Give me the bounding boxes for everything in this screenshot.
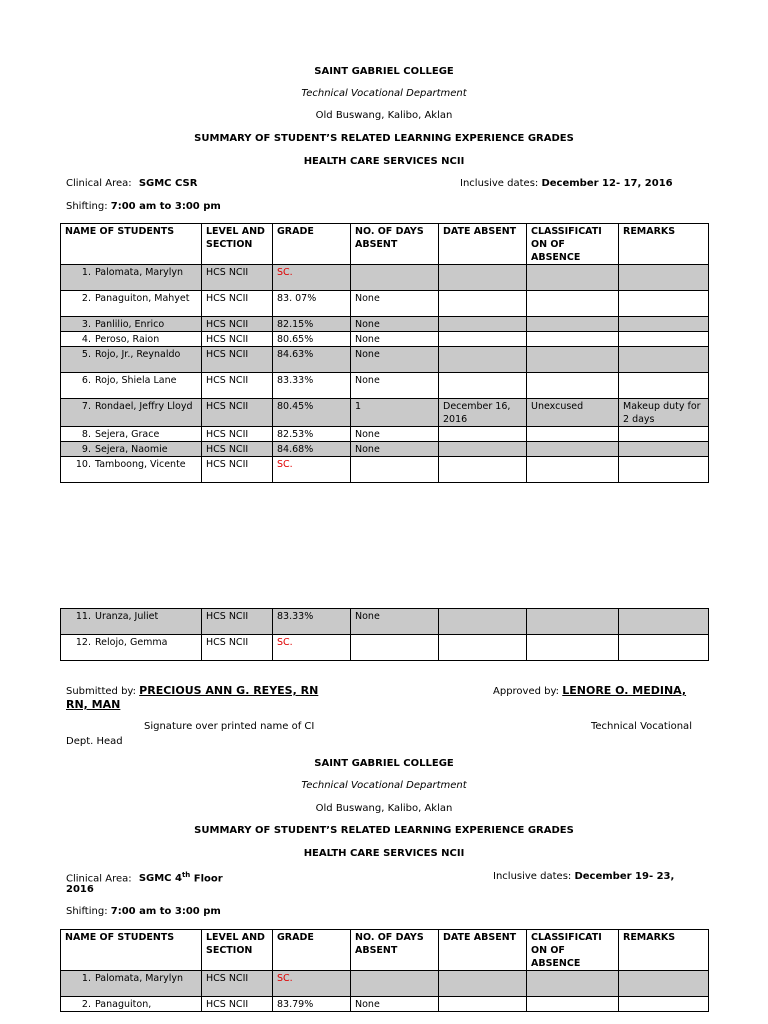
- level-cell: HCS NCII: [202, 635, 273, 661]
- header-remarks: REMARKS: [619, 224, 709, 265]
- classification-cell: [527, 373, 619, 399]
- row-number: 12.: [75, 637, 91, 648]
- grade-cell: SC.: [273, 635, 351, 661]
- student-name: Rojo, Jr., Reynaldo: [95, 349, 181, 360]
- days-absent-cell: None: [351, 347, 439, 373]
- table-row: [61, 457, 709, 483]
- classification-cell: [527, 457, 619, 483]
- days-absent-cell: None: [351, 332, 439, 347]
- row-number: 2.: [81, 999, 91, 1010]
- header-date-absent: DATE ABSENT: [439, 224, 527, 265]
- grade-cell: SC.: [273, 971, 351, 997]
- classification-cell: [527, 442, 619, 457]
- grade-cell: 82.53%: [273, 427, 351, 442]
- days-absent-cell: None: [351, 317, 439, 332]
- header-remarks: REMARKS: [619, 930, 709, 971]
- student-name-cell: [61, 347, 202, 373]
- student-name-cell: [61, 609, 202, 635]
- date-absent-cell: [439, 609, 527, 635]
- approved-by-line: [493, 684, 686, 697]
- grades-table-3: [60, 929, 709, 1012]
- header-level: LEVEL AND SECTION: [202, 224, 273, 265]
- row-number: 7.: [81, 401, 91, 412]
- submitted-by-line: [66, 684, 318, 697]
- table-row: [61, 427, 709, 442]
- level-cell: HCS NCII: [202, 442, 273, 457]
- days-absent-cell: [351, 635, 439, 661]
- date-absent-cell: [439, 373, 527, 399]
- student-name-cell: [61, 399, 202, 427]
- college-name: SAINT GABRIEL COLLEGE: [314, 66, 454, 77]
- grade-cell: SC.: [273, 457, 351, 483]
- summary-title-2: SUMMARY OF STUDENT’S RELATED LEARNING EXPERIENCE GRADES: [194, 825, 574, 836]
- submitted-by-name: PRECIOUS ANN G. REYES, RN: [139, 684, 319, 697]
- remarks-cell: [619, 997, 709, 1012]
- shifting-line-2: [66, 906, 221, 917]
- row-number: 11.: [75, 611, 91, 622]
- inclusive-dates-line: [460, 178, 673, 189]
- shifting-value-2: 7:00 am to 3:00 pm: [110, 906, 221, 917]
- classification-cell: [527, 997, 619, 1012]
- student-name: Panaguiton,: [95, 999, 152, 1010]
- approved-by-name: LENORE O. MEDINA,: [562, 684, 687, 697]
- grade-cell: 83.33%: [273, 609, 351, 635]
- summary-title: SUMMARY OF STUDENT’S RELATED LEARNING EXPERIENCE GRADES: [194, 133, 574, 144]
- inclusive-dates-line-2: [493, 871, 674, 882]
- clinical-area-tail-2: Floor: [190, 873, 223, 885]
- grade-cell: 83. 07%: [273, 291, 351, 317]
- student-name-cell: [61, 291, 202, 317]
- table-row: [61, 332, 709, 347]
- clinical-area-value-2: SGMC 4: [138, 873, 182, 885]
- days-absent-cell: None: [351, 609, 439, 635]
- date-absent-cell: [439, 997, 527, 1012]
- remarks-cell: [619, 442, 709, 457]
- level-cell: HCS NCII: [202, 373, 273, 399]
- remarks-cell: [619, 347, 709, 373]
- row-number: 5.: [81, 349, 91, 360]
- date-absent-cell: [439, 265, 527, 291]
- date-absent-cell: [439, 635, 527, 661]
- student-name-cell: [61, 971, 202, 997]
- row-number: 10.: [75, 459, 91, 470]
- level-cell: HCS NCII: [202, 347, 273, 373]
- remarks-cell: [619, 265, 709, 291]
- grade-cell: 84.68%: [273, 442, 351, 457]
- student-name: Palomata, Marylyn: [95, 973, 184, 984]
- table-row: [61, 373, 709, 399]
- level-cell: HCS NCII: [202, 332, 273, 347]
- level-cell: HCS NCII: [202, 317, 273, 332]
- student-name-cell: [61, 317, 202, 332]
- remarks-cell: [619, 291, 709, 317]
- row-number: 1.: [81, 267, 91, 278]
- days-absent-cell: [351, 265, 439, 291]
- department-name-2: Technical Vocational Department: [301, 780, 467, 791]
- days-absent-cell: [351, 457, 439, 483]
- tech-voc-caption: Technical Vocational: [591, 721, 692, 732]
- shifting-label-2: Shifting:: [66, 906, 108, 917]
- header-level: LEVEL AND SECTION: [202, 930, 273, 971]
- table-row: [61, 442, 709, 457]
- remarks-cell: [619, 971, 709, 997]
- shifting-value: 7:00 am to 3:00 pm: [110, 201, 221, 212]
- header-grade: GRADE: [273, 224, 351, 265]
- inclusive-dates-label-2: Inclusive dates:: [493, 871, 572, 882]
- program-title-2: HEALTH CARE SERVICES NCII: [303, 848, 465, 859]
- table-row: [61, 399, 709, 427]
- table-row: [61, 265, 709, 291]
- shifting-line: [66, 201, 221, 212]
- student-name: Palomata, Marylyn: [95, 267, 184, 278]
- classification-cell: Unexcused: [527, 399, 619, 427]
- header-days-absent: NO. OF DAYS ABSENT: [351, 930, 439, 971]
- days-absent-cell: [351, 971, 439, 997]
- grade-cell: 83.33%: [273, 373, 351, 399]
- level-cell: HCS NCII: [202, 265, 273, 291]
- classification-cell: [527, 427, 619, 442]
- grades-table-1: [60, 223, 709, 483]
- classification-cell: [527, 635, 619, 661]
- remarks-cell: [619, 317, 709, 332]
- level-cell: HCS NCII: [202, 609, 273, 635]
- student-name: Sejera, Grace: [95, 429, 160, 440]
- student-name-cell: [61, 457, 202, 483]
- student-name: Rojo, Shiela Lane: [95, 375, 177, 386]
- header-classification: CLASSIFICATI ON OF ABSENCE: [527, 930, 619, 971]
- submitted-by-label: Submitted by:: [66, 686, 136, 697]
- grades-table-2: [60, 608, 709, 661]
- student-name: Panaguiton, Mahyet: [95, 293, 190, 304]
- row-number: 1.: [81, 973, 91, 984]
- date-absent-cell: [439, 442, 527, 457]
- remarks-cell: [619, 332, 709, 347]
- inclusive-dates-value: December 12- 17, 2016: [541, 178, 673, 189]
- student-name: Tamboong, Vicente: [95, 459, 186, 470]
- program-title: HEALTH CARE SERVICES NCII: [303, 156, 465, 167]
- header-name: NAME OF STUDENTS: [61, 930, 202, 971]
- row-number: 6.: [81, 375, 91, 386]
- row-number: 2.: [81, 293, 91, 304]
- clinical-area-sup-2: th: [181, 871, 191, 879]
- table-row: [61, 347, 709, 373]
- remarks-cell: Makeup duty for 2 days: [619, 399, 709, 427]
- student-name: Peroso, Raion: [95, 334, 160, 345]
- level-cell: HCS NCII: [202, 427, 273, 442]
- days-absent-cell: None: [351, 997, 439, 1012]
- approved-by-label: Approved by:: [493, 686, 560, 697]
- days-absent-cell: None: [351, 442, 439, 457]
- date-absent-cell: [439, 347, 527, 373]
- grade-cell: 82.15%: [273, 317, 351, 332]
- level-cell: HCS NCII: [202, 399, 273, 427]
- classification-cell: [527, 332, 619, 347]
- date-absent-cell: [439, 971, 527, 997]
- header-classification: CLASSIFICATI ON OF ABSENCE: [527, 224, 619, 265]
- header-date-absent: DATE ABSENT: [439, 930, 527, 971]
- remarks-cell: [619, 635, 709, 661]
- clinical-area-label-2: Clinical Area:: [66, 873, 132, 885]
- student-name-cell: [61, 997, 202, 1012]
- clinical-area-line-2: [66, 871, 223, 884]
- classification-cell: [527, 265, 619, 291]
- college-name-2: SAINT GABRIEL COLLEGE: [314, 758, 454, 769]
- days-absent-cell: 1: [351, 399, 439, 427]
- department-name: Technical Vocational Department: [301, 88, 467, 99]
- classification-cell: [527, 609, 619, 635]
- inclusive-dates-value-2: December 19- 23,: [574, 871, 675, 882]
- header-days-absent: NO. OF DAYS ABSENT: [351, 224, 439, 265]
- submitted-by-name-cont: RN, MAN: [66, 698, 121, 711]
- remarks-cell: [619, 373, 709, 399]
- clinical-area-label: Clinical Area:: [66, 178, 132, 189]
- clinical-area-line: [66, 178, 197, 189]
- grade-cell: 80.45%: [273, 399, 351, 427]
- remarks-cell: [619, 427, 709, 442]
- address: Old Buswang, Kalibo, Aklan: [315, 110, 453, 121]
- address-2: Old Buswang, Kalibo, Aklan: [315, 803, 453, 814]
- grade-cell: SC.: [273, 265, 351, 291]
- grade-cell: 83.79%: [273, 997, 351, 1012]
- inclusive-dates-label: Inclusive dates:: [460, 178, 539, 189]
- student-name: Sejera, Naomie: [95, 444, 168, 455]
- classification-cell: [527, 291, 619, 317]
- student-name: Rondael, Jeffry Lloyd: [95, 401, 193, 412]
- date-absent-cell: [439, 317, 527, 332]
- date-absent-cell: [439, 427, 527, 442]
- student-name-cell: [61, 265, 202, 291]
- days-absent-cell: None: [351, 427, 439, 442]
- date-absent-cell: [439, 332, 527, 347]
- row-number: 9.: [81, 444, 91, 455]
- student-name: Panlilio, Enrico: [95, 319, 165, 330]
- table-row: [61, 635, 709, 661]
- date-absent-cell: December 16, 2016: [439, 399, 527, 427]
- table-row: [61, 971, 709, 997]
- student-name-cell: [61, 332, 202, 347]
- days-absent-cell: None: [351, 291, 439, 317]
- table-row: [61, 291, 709, 317]
- signature-caption: Signature over printed name of CI: [144, 721, 315, 732]
- classification-cell: [527, 317, 619, 332]
- row-number: 4.: [81, 334, 91, 345]
- student-name: Uranza, Juliet: [95, 611, 159, 622]
- row-number: 8.: [81, 429, 91, 440]
- student-name-cell: [61, 442, 202, 457]
- student-name-cell: [61, 635, 202, 661]
- table-row: [61, 609, 709, 635]
- shifting-label: Shifting:: [66, 201, 108, 212]
- level-cell: HCS NCII: [202, 971, 273, 997]
- level-cell: HCS NCII: [202, 457, 273, 483]
- header-name: NAME OF STUDENTS: [61, 224, 202, 265]
- classification-cell: [527, 347, 619, 373]
- classification-cell: [527, 971, 619, 997]
- level-cell: HCS NCII: [202, 997, 273, 1012]
- inclusive-year-2: 2016: [66, 884, 94, 895]
- remarks-cell: [619, 609, 709, 635]
- level-cell: HCS NCII: [202, 291, 273, 317]
- table-row: [61, 997, 709, 1012]
- student-name-cell: [61, 373, 202, 399]
- student-name-cell: [61, 427, 202, 442]
- grade-cell: 84.63%: [273, 347, 351, 373]
- table-row: [61, 317, 709, 332]
- clinical-area-value: SGMC CSR: [138, 178, 198, 189]
- student-name: Relojo, Gemma: [95, 637, 168, 648]
- dept-head-caption: Dept. Head: [66, 736, 123, 747]
- date-absent-cell: [439, 457, 527, 483]
- remarks-cell: [619, 457, 709, 483]
- date-absent-cell: [439, 291, 527, 317]
- days-absent-cell: None: [351, 373, 439, 399]
- grade-cell: 80.65%: [273, 332, 351, 347]
- row-number: 3.: [81, 319, 91, 330]
- header-grade: GRADE: [273, 930, 351, 971]
